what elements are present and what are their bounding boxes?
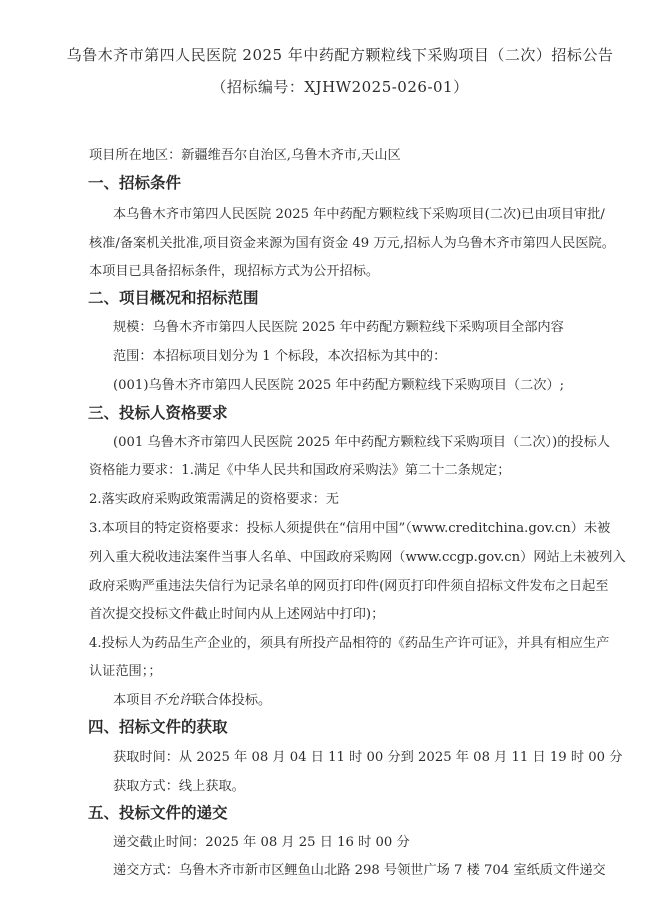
consortium-suffix: 联合体投标。 bbox=[192, 693, 272, 708]
tender-number: （招标编号：XJHW2025-026-01） bbox=[211, 78, 469, 96]
paragraph-line: 范围：本招标项目划分为 1 个标段，本次招标为其中的： bbox=[113, 349, 447, 364]
paragraph-line: 本项目已具备招标条件，现招标方式为公开招标。 bbox=[89, 264, 380, 279]
paragraph-line: 核准/备案机关批准,项目资金来源为国有资金 49 万元,招标人为乌鲁木齐市第四人民医院。 bbox=[89, 236, 615, 251]
submission-method: 递交方式：乌鲁木齐市新市区鲤鱼山北路 298 号领世广场 7 楼 704 室纸质文件递交 bbox=[113, 863, 606, 878]
section-heading-bid-submission: 五、投标文件的递交 bbox=[88, 804, 228, 822]
consortium-statement bbox=[113, 689, 271, 708]
consortium-prefix: 本项目 bbox=[113, 693, 153, 708]
section-heading-tender-conditions: 一、招标条件 bbox=[88, 174, 182, 192]
paragraph-line: 认证范围；； bbox=[89, 664, 162, 679]
document-title: 乌鲁木齐市第四人民医院 2025 年中药配方颗粒线下采购项目（二次）招标公告 bbox=[66, 46, 614, 64]
paragraph-line: 规模：乌鲁木齐市第四人民医院 2025 年中药配方颗粒线下采购项目全部内容 bbox=[113, 320, 564, 335]
paragraph-line: 3.本项目的特定资格要求：投标人须提供在“信用中国”（www.creditchina.gov.cn）未被 bbox=[89, 521, 611, 536]
section-heading-project-overview: 二、项目概况和招标范围 bbox=[88, 289, 259, 307]
paragraph-line: 列入重大税收违法案件当事人名单、中国政府采购网（www.ccgp.gov.cn）网站上未被列入 bbox=[89, 550, 626, 565]
paragraph-line: 4.投标人为药品生产企业的，须具有所投产品相符的《药品生产许可证》，并具有相应生产 bbox=[89, 636, 610, 651]
paragraph-line: 首次提交投标文件截止时间内从上述网站中打印)； bbox=[89, 607, 385, 622]
acquisition-method: 获取方式：线上获取。 bbox=[113, 779, 245, 794]
paragraph-line: 政府采购严重违法失信行为记录名单的网页打印件(网页打印件须自招标文件发布之日起至 bbox=[89, 579, 609, 594]
section-heading-bidder-qualifications: 三、投标人资格要求 bbox=[88, 404, 228, 422]
paragraph-line: 本乌鲁木齐市第四人民医院 2025 年中药配方颗粒线下采购项目(二次)已由项目审批/ bbox=[113, 207, 605, 222]
submission-deadline: 递交截止时间：2025 年 08 月 25 日 16 时 00 分 bbox=[113, 835, 410, 850]
section-heading-document-acquisition: 四、招标文件的获取 bbox=[88, 718, 228, 736]
paragraph-line: (001)乌鲁木齐市第四人民医院 2025 年中药配方颗粒线下采购项目（二次）; bbox=[113, 378, 565, 393]
acquisition-time: 获取时间：从 2025 年 08 月 04 日 11 时 00 分到 2025 年 08 月 11 日 19 时 00 分 bbox=[113, 750, 623, 765]
project-region: 项目所在地区：新疆维吾尔自治区,乌鲁木齐市,天山区 bbox=[89, 148, 401, 163]
paragraph-line: 资格能力要求：1.满足《中华人民共和国政府采购法》第二十二条规定； bbox=[89, 463, 511, 478]
consortium-emphasis: 不允许 bbox=[152, 693, 193, 708]
paragraph-line: 2.落实政府采购政策需满足的资格要求：无 bbox=[89, 492, 339, 507]
paragraph-line: (001 乌鲁木齐市第四人民医院 2025 年中药配方颗粒线下采购项目（二次）)的投标人 bbox=[113, 435, 610, 450]
